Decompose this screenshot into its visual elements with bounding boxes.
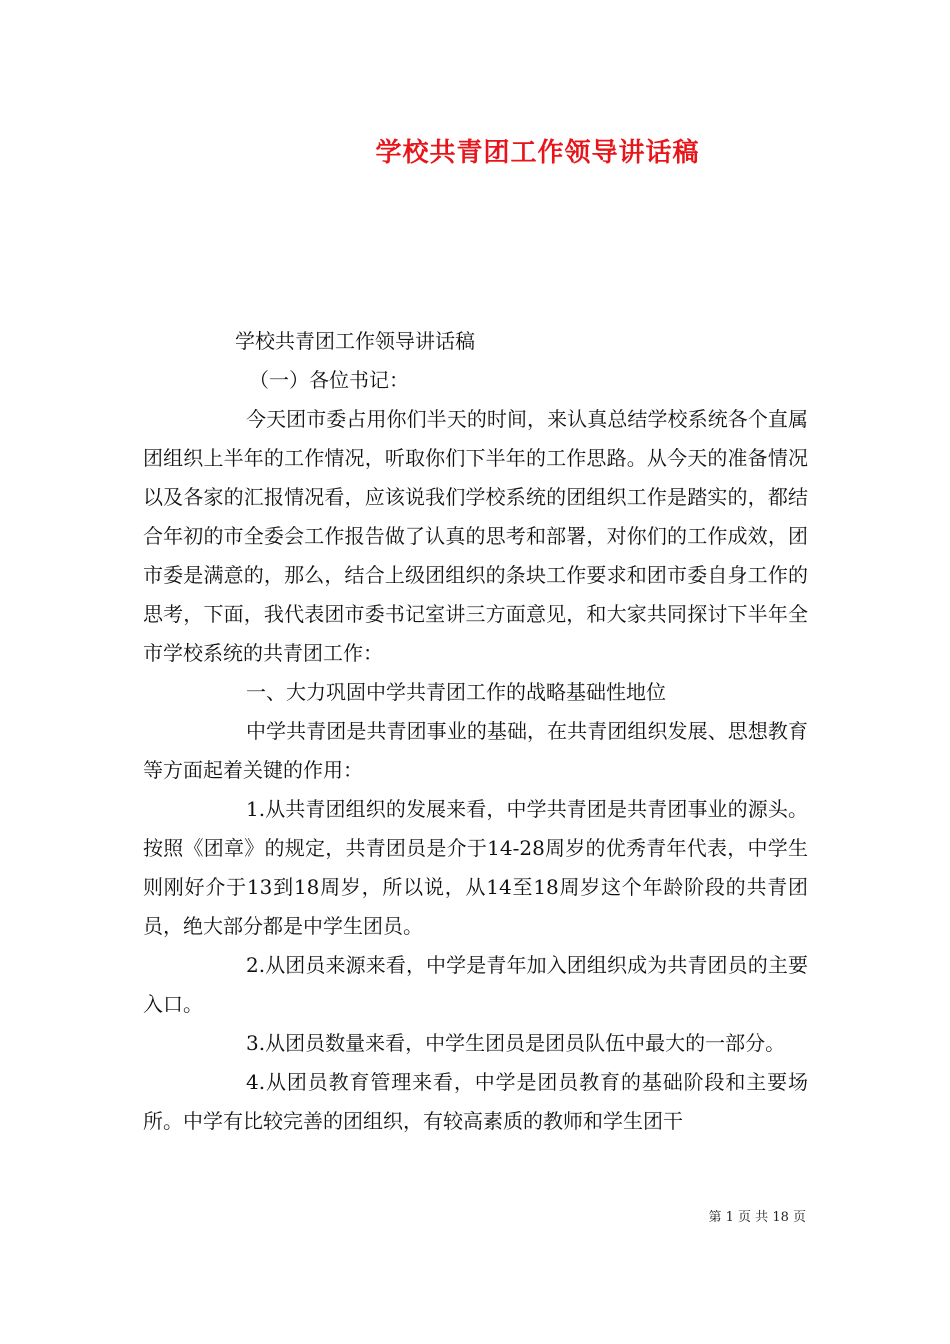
paragraph-opening: 今天团市委占用你们半天的时间，来认真总结学校系统各个直属团组织上半年的工作情况，听取你们下半年的工作思路。从今天的准备情况以及各家的汇报情况看，应该说我们学校系统的团组织工作是踏实的，都结合年初的市全委会工作报告做了认真的思考和部署，对你们的工作成效，团市委是满意的，那么，结合上级团组织的条块工作要求和团市委自身工作的思考，下面，我代表团市委书记室讲三方面意见，和大家共同探讨下半年全市学校系统的共青团工作： [143,407,808,665]
paragraph-point-3: 3.从团员数量来看，中学生团员是团员队伍中最大的一部分。 [246,1031,786,1055]
paragraph-point-1: 1.从共青团组织的发展来看，中学共青团是共青团事业的源头。按照《团章》的规定，共青团员是介于14-28周岁的优秀青年代表，中学生则刚好介于13到18周岁，所以说，从14至18周岁这个年龄阶段的共青团员，绝大部分都是中学生团员。 [143,797,808,938]
document-subtitle: 学校共青团工作领导讲话稿 [235,329,475,353]
document-title: 学校共青团工作领导讲话稿 [375,138,700,168]
salutation: （一）各位书记： [249,368,409,392]
document-body [143,322,808,1141]
paragraph-intro: 中学共青团是共青团事业的基础，在共青团组织发展、思想教育等方面起着关键的作用： [143,719,808,782]
page-number-footer: 第 1 页 共 18 页 [708,1210,806,1225]
section-heading-one: 一、大力巩固中学共青团工作的战略基础性地位 [246,680,666,704]
paragraph-point-2: 2.从团员来源来看，中学是青年加入团组织成为共青团员的主要入口。 [143,953,808,1016]
paragraph-point-4: 4.从团员教育管理来看，中学是团员教育的基础阶段和主要场所。中学有比较完善的团组织，有较高素质的教师和学生团干 [143,1070,808,1133]
